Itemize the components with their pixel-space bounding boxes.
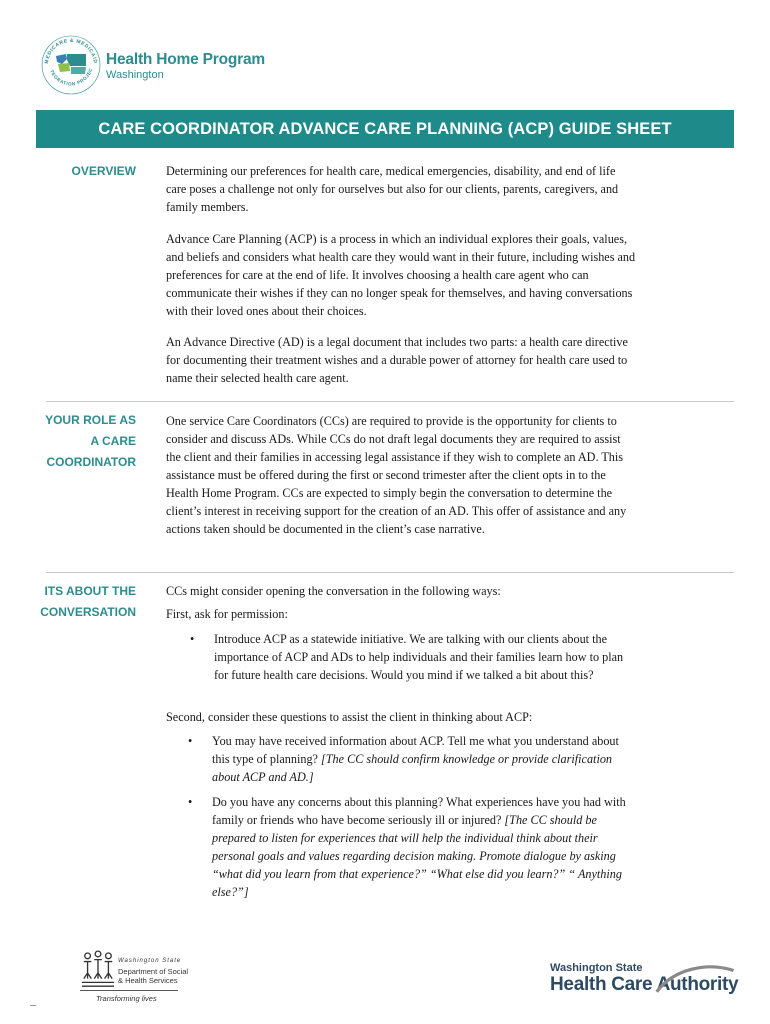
section-divider <box>46 401 734 402</box>
health-home-program-logo <box>40 34 270 94</box>
overview-paragraph-2: Advance Care Planning (ACP) is a process in which an individual explores their goals, values, and beliefs and considers what health care they would want in their future, including wishes and preferences for care at the end of life. It involves choosing a health care agent who can communicate their wishes if they can no longer speak for themselves, and having conversations with their loved ones about their choices. <box>166 232 636 318</box>
medicare-medicaid-seal-icon <box>40 34 102 96</box>
dshs-name-1: Department of Social <box>118 967 189 976</box>
page-mark <box>30 1005 36 1006</box>
dshs-people-icon <box>80 950 116 992</box>
role-paragraph: One service Care Coordinators (CCs) are required to provide is the opportunity for clients to consider and discuss ADs. While CCs do not draft legal documents they are required to assist the client and their families in accessing legal assistance if they wish to complete an AD. This assistance must be offered during the first or second trimester after the client opts in to the Health Home Program. CCs are expected to simply begin the conversation to determine the client’s interest in receiving support for the creation of an AD. This offer of assistance and any actions taken should be documented in the client’s case narrative. <box>166 414 627 536</box>
bullet-dot-icon: • <box>190 632 195 646</box>
bullet-2-text: You may have received information about ACP. Tell me what you understand about this type of planning? <box>212 734 619 766</box>
role-label-line-2: A CARE <box>90 434 136 448</box>
overview-label-text: OVERVIEW <box>71 164 136 178</box>
bullet-item-3 <box>188 793 634 901</box>
program-state: Washington <box>106 69 164 81</box>
bullet-dot-icon: • <box>188 795 193 809</box>
conversation-second: Second, consider these questions to assist the client in thinking about ACP: <box>166 710 533 724</box>
bullet-2-note: [The CC should confirm knowledge or provide clarification about ACP and AD.] <box>212 752 613 784</box>
dshs-rule <box>80 990 178 991</box>
dshs-logo <box>80 950 189 1008</box>
svg-text:MEDICARE & MEDICAID: MEDICARE & MEDICAID <box>43 37 99 65</box>
conversation-label-line-1: ITS ABOUT THE <box>44 584 136 598</box>
overview-label <box>46 161 136 182</box>
bullet-3-text: Do you have any concerns about this planning? What experiences have you had with family or friends who have become seriously ill or injured? <box>212 795 626 827</box>
bullet-dot-icon: • <box>188 734 193 748</box>
dshs-tagline: Transforming lives <box>96 994 157 1003</box>
conversation-label <box>36 581 136 623</box>
hca-logo <box>550 960 740 1006</box>
conversation-label-line-2: CONVERSATION <box>40 605 136 619</box>
role-text <box>166 412 636 538</box>
bullet-item-1 <box>190 630 634 684</box>
conversation-first: First, ask for permission: <box>166 607 288 621</box>
dshs-name-2: & Health Services <box>118 976 178 985</box>
program-name: Health Home Program <box>106 51 265 68</box>
overview-text <box>166 162 636 216</box>
svg-text:INTEGRATION PROJECT: TEGRATION PROJEC <box>49 67 94 87</box>
overview-text-2 <box>166 230 636 320</box>
role-label-line-1: YOUR ROLE AS <box>45 413 136 427</box>
overview-paragraph-3: An Advance Directive (AD) is a legal document that includes two parts: a health care directive for documenting their treatment wishes and a durable power of attorney for health care used to name their selected health care agent. <box>166 335 628 385</box>
hca-name: Health Care Authority <box>550 974 739 995</box>
section-divider <box>46 572 734 573</box>
role-label <box>36 410 136 473</box>
role-label-line-3: COORDINATOR <box>46 455 136 469</box>
bullet-item-2 <box>188 732 634 786</box>
hca-swoosh-icon <box>650 962 736 994</box>
title-banner <box>36 110 734 148</box>
overview-text-3 <box>166 333 636 387</box>
hca-state: Washington State <box>550 962 643 974</box>
page-title: CARE COORDINATOR ADVANCE CARE PLANNING (ACP) GUIDE SHEET <box>98 119 672 138</box>
bullet-1-text: Introduce ACP as a statewide initiative. We are talking with our clients about the importance of ACP and ADs to help individuals and their families learn how to plan for future health care decisions. Would you mind if we talked a bit about this? <box>214 632 624 682</box>
conversation-intro: CCs might consider opening the conversation in the following ways: <box>166 584 501 598</box>
dshs-state: Washington State <box>118 958 182 964</box>
bullet-3-note: [The CC should be prepared to listen for experiences that will help the individual think about their personal goals and values regarding decision making. Promote dialogue by asking “what did you learn from that experience?” “What else did you learn?” “ Anything else?”] <box>212 813 622 899</box>
overview-paragraph-1: Determining our preferences for health care, medical emergencies, disability, and end of life care poses a challenge not only for ourselves but also for our clients, parents, caregivers, and family members. <box>166 164 619 214</box>
